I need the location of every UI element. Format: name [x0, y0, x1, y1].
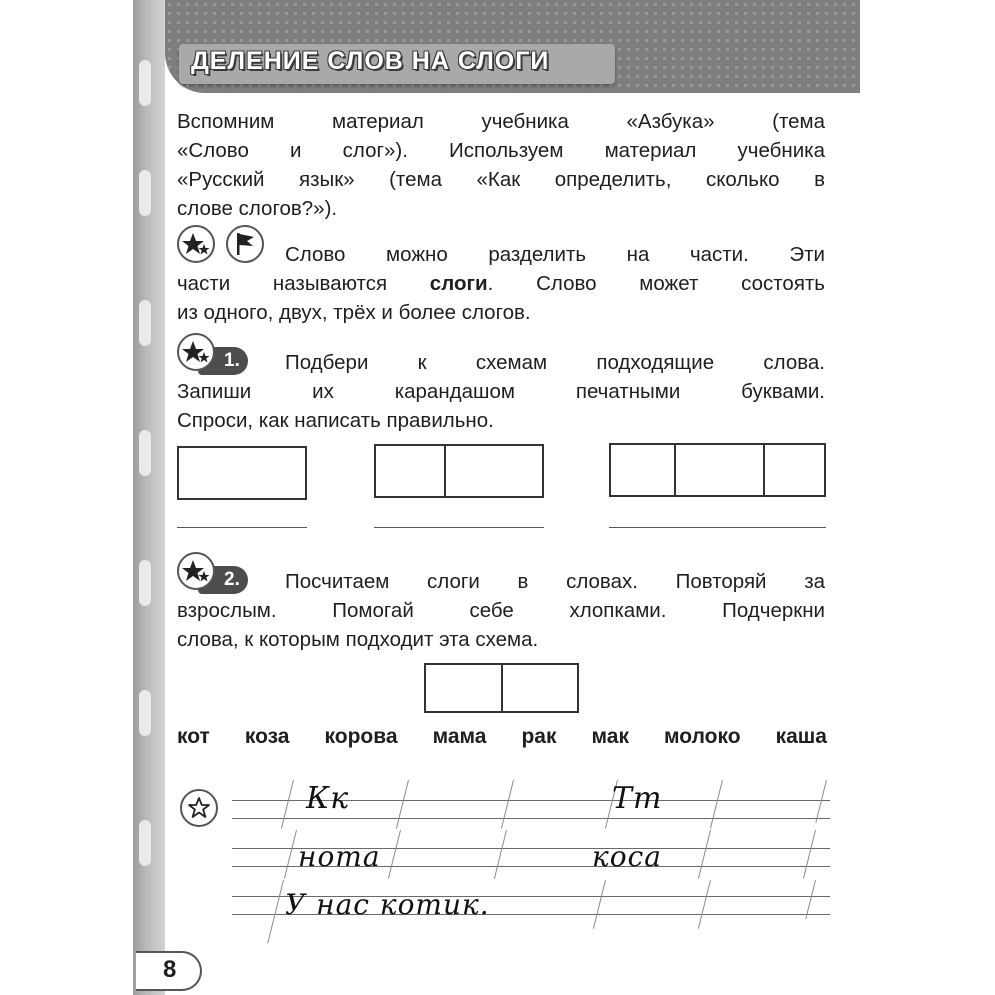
word-option[interactable]: мама: [432, 725, 487, 748]
strip-decoration: [139, 60, 151, 106]
syllable-scheme-3[interactable]: [609, 443, 826, 497]
answer-line[interactable]: [374, 527, 544, 528]
syllable-divider: [763, 445, 765, 495]
syllable-scheme-1[interactable]: [177, 446, 307, 500]
task1-line: Спроси, как написать правильно.: [177, 409, 494, 432]
syllable-divider: [444, 446, 446, 496]
syllable-divider: [674, 445, 676, 495]
handwriting-sample: Кк: [306, 781, 350, 816]
page-title: ДЕЛЕНИЕ СЛОВ НА СЛОГИ: [191, 47, 550, 75]
strip-decoration: [139, 170, 151, 216]
rule-line: [177, 269, 825, 298]
strip-decoration: [139, 690, 151, 736]
strip-decoration: [139, 560, 151, 606]
word-option[interactable]: коза: [244, 725, 290, 748]
rule-keyword: слоги: [429, 272, 488, 295]
intro-line: Вспомним материал учебника «Азбука» (тема: [177, 110, 825, 133]
handwriting-sample: нота: [298, 840, 381, 873]
word-option[interactable]: рак: [521, 725, 557, 748]
word-option[interactable]: каша: [775, 725, 827, 748]
syllable-divider: [501, 665, 503, 711]
word-option[interactable]: молоко: [664, 725, 741, 748]
strip-decoration: [139, 430, 151, 476]
strip-decoration: [139, 300, 151, 346]
task1-line: Запиши их карандашом печатными буквами.: [177, 380, 825, 403]
word-option[interactable]: корова: [324, 725, 398, 748]
left-binding-strip: [133, 0, 165, 995]
task1-paragraph: [177, 348, 825, 435]
strip-decoration: [139, 820, 151, 866]
rule-paragraph: [177, 240, 825, 327]
intro-line: «Русский язык» (тема «Как определить, сколько в: [177, 168, 825, 191]
answer-line[interactable]: [609, 527, 826, 528]
task-number-badge: 2.: [198, 566, 248, 594]
syllable-scheme-2[interactable]: [374, 444, 544, 498]
handwriting-sample: коса: [592, 840, 662, 873]
star-outline-icon: [180, 789, 218, 827]
task2-paragraph: [177, 567, 825, 654]
rule-text: части называются: [177, 272, 430, 295]
intro-line: слове слогов?»).: [177, 197, 338, 220]
handwriting-sample: У нас котик.: [285, 888, 490, 921]
intro-line: «Слово и слог»). Используем материал учебника: [177, 139, 825, 162]
writing-rule: [232, 818, 830, 819]
syllable-scheme-task2: [424, 663, 579, 713]
intro-paragraph: [177, 107, 825, 223]
handwriting-sample: Тт: [612, 781, 663, 816]
task2-line: взрослым. Помогай себе хлопками. Подчеркни: [177, 599, 825, 622]
task1-line: Подбери к схемам подходящие слова.: [285, 351, 825, 374]
right-margin: [860, 0, 995, 995]
task2-line: Посчитаем слоги в словах. Повторяй за: [285, 570, 825, 593]
rule-line: Слово можно разделить на части. Эти: [285, 243, 825, 266]
rule-text: . Слово может состоять: [487, 272, 825, 295]
task2-line: слова, к которым подходит эта схема.: [177, 628, 539, 651]
word-list: [177, 725, 827, 749]
task-number-badge: 1.: [198, 347, 248, 375]
answer-line[interactable]: [177, 527, 307, 528]
word-option[interactable]: мак: [591, 725, 629, 748]
word-option[interactable]: кот: [177, 725, 210, 748]
page-number: 8: [163, 956, 177, 983]
rule-line: из одного, двух, трёх и более слогов.: [177, 301, 531, 324]
